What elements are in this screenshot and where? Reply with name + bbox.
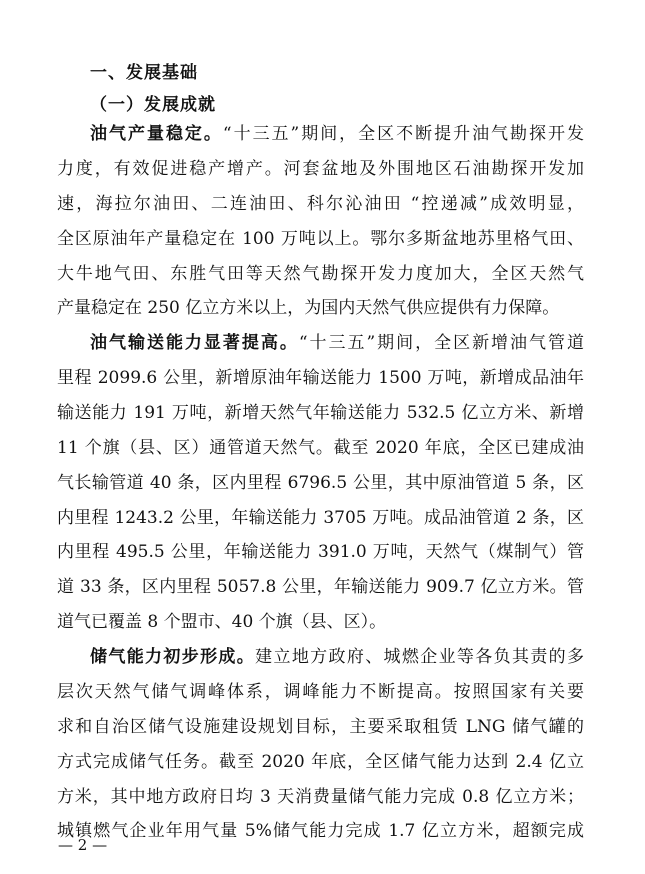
paragraph-lead: 储气能力初步形成。	[90, 647, 256, 667]
paragraph-line: 层次天然气储气调峰体系，调峰能力不断提高。按照国家有关要	[57, 682, 584, 702]
paragraph-text: “十三五”期间，全区新增油气管道	[298, 333, 584, 353]
section-heading: 一、发展基础	[90, 63, 198, 83]
paragraph-line: 方米，其中地方政府日均 3 天消费量储气能力完成 0.8 亿立方米；	[57, 787, 584, 807]
paragraph-line	[90, 123, 584, 145]
paragraph-lead: 油气输送能力显著提高。	[90, 333, 299, 353]
paragraph-text: 建立地方政府、城燃企业等各负其责的多	[255, 647, 584, 667]
paragraph-line: 气长输管道 40 条，区内里程 6796.5 公里，其中原油管道 5 条，区	[57, 473, 584, 493]
paragraph-line	[90, 332, 584, 354]
paragraph-line: 方式完成储气任务。截至 2020 年底，全区储气能力达到 2.4 亿立	[57, 752, 584, 772]
paragraph-line: 速，海拉尔油田、二连油田、科尔沁油田 “控递减”成效明显，	[57, 194, 584, 214]
paragraph-line: 城镇燃气企业年用气量 5%储气能力完成 1.7 亿立方米，超额完成	[57, 821, 584, 841]
subsection-heading: （一）发展成就	[90, 95, 216, 115]
page-number: — 2 —	[58, 836, 108, 854]
paragraph-text: “十三五”期间，全区不断提升油气勘探开发	[222, 124, 584, 144]
paragraph-line	[90, 646, 584, 668]
paragraph-lead: 油气产量稳定。	[90, 124, 223, 144]
paragraph-line: 力度，有效促进稳产增产。河套盆地及外围地区石油勘探开发加	[57, 159, 584, 179]
paragraph-line: 内里程 1243.2 公里，年输送能力 3705 万吨。成品油管道 2 条，区	[57, 508, 584, 528]
paragraph-line: 11 个旗（县、区）通管道天然气。截至 2020 年底，全区已建成油	[57, 438, 584, 458]
paragraph-line: 输送能力 191 万吨，新增天然气年输送能力 532.5 亿立方米、新增	[57, 403, 584, 423]
paragraph-line: 全区原油年产量稳定在 100 万吨以上。鄂尔多斯盆地苏里格气田、	[57, 229, 584, 249]
paragraph-line: 产量稳定在 250 亿立方米以上，为国内天然气供应提供有力保障。	[57, 298, 560, 318]
paragraph-line: 道 33 条，区内里程 5057.8 公里，年输送能力 909.7 亿立方米。管	[57, 577, 584, 597]
paragraph-line: 里程 2099.6 公里，新增原油年输送能力 1500 万吨，新增成品油年	[57, 368, 584, 388]
paragraph-line: 内里程 495.5 公里，年输送能力 391.0 万吨，天然气（煤制气）管	[57, 542, 584, 562]
paragraph-line: 大牛地气田、东胜气田等天然气勘探开发力度加大，全区天然气	[57, 264, 584, 284]
paragraph-line: 道气已覆盖 8 个盟市、40 个旗（县、区）。	[57, 612, 387, 632]
paragraph-line: 求和自治区储气设施建设规划目标，主要采取租赁 LNG 储气罐的	[57, 717, 584, 737]
